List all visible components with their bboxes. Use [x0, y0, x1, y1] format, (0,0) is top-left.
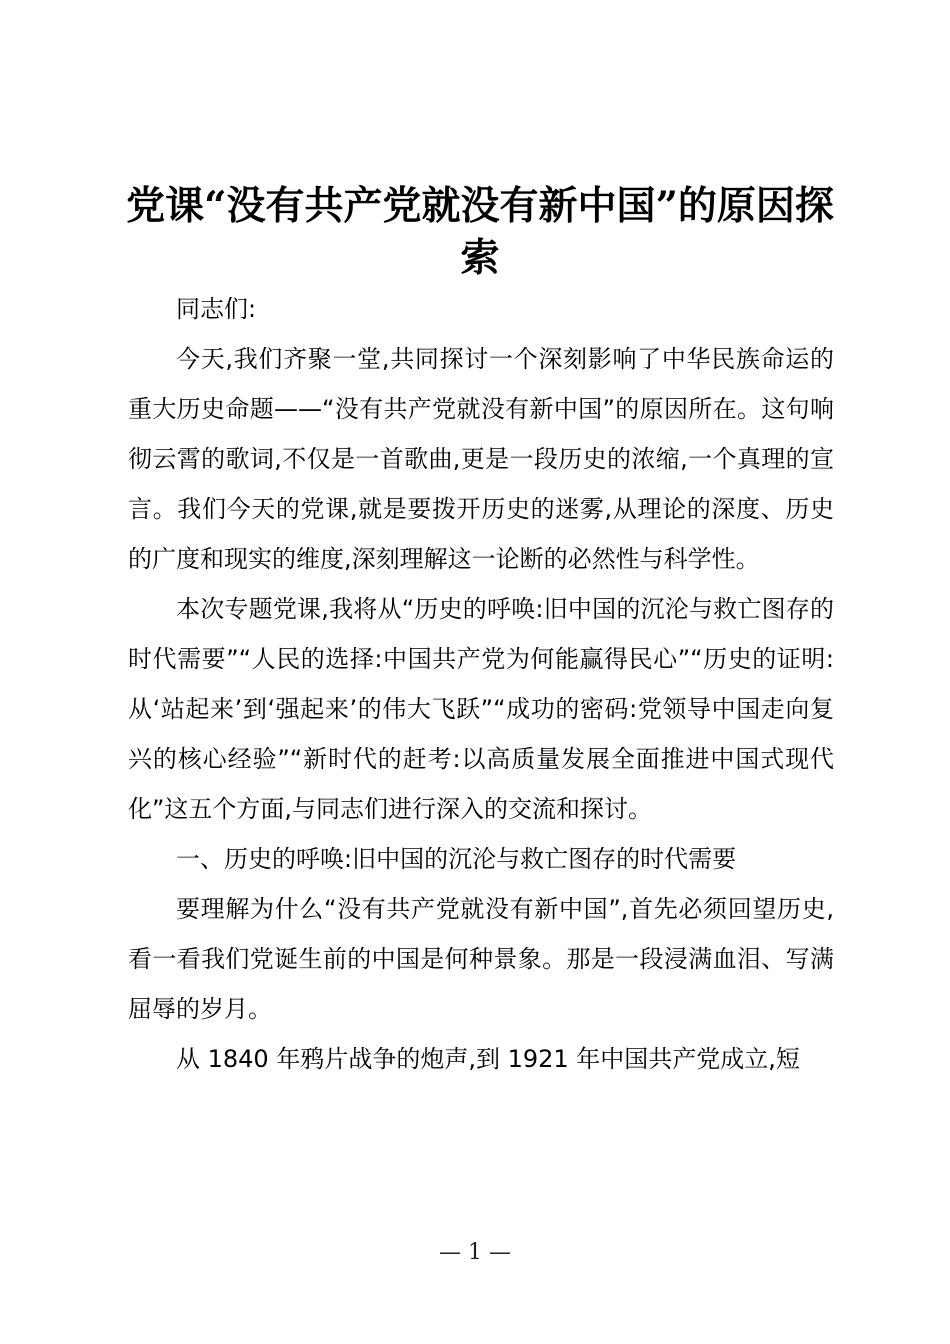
paragraph-history-continued: 从 1840 年鸦片战争的炮声,到 1921 年中国共产党成立,短 — [176, 1045, 800, 1073]
page-number: — 1 — — [439, 1240, 511, 1265]
salutation: 同志们: — [176, 295, 257, 323]
paragraph-intro: 今天,我们齐聚一堂,共同探讨一个深刻影响了中华民族命运的重大历史命题——“没有共产党就没有新中国”的原因所在。这句响彻云霄的歌词,不仅是一首歌曲,更是一段历史的浓缩,一个真理的宣言。我们今天的党课,就是要拨开历史的迷雾,从理论的深度、历史的广度和现实的维度,深刻理解这一论断的必然性与科学性。 — [128, 345, 834, 573]
document-title: 党课“没有共产党就没有新中国”的原因探索 — [126, 183, 834, 281]
paragraph-outline: 本次专题党课,我将从“历史的呼唤:旧中国的沉沦与救亡图存的时代需要”“人民的选择:中国共产党为何能赢得民心”“历史的证明:从‘站起来’到‘强起来’的伟大飞跃”“成功的密码:党领导中国走向复兴的核心经验”“新时代的赶考:以高质量发展全面推进中国式现代化”这五个方面,与同志们进行深入的交流和探讨。 — [128, 595, 834, 823]
document-body — [128, 284, 834, 1084]
section-heading-1: 一、历史的呼唤:旧中国的沉沦与救亡图存的时代需要 — [176, 845, 737, 873]
paragraph-history-review: 要理解为什么“没有共产党就没有新中国”,首先必须回望历史,看一看我们党诞生前的中国是何种景象。那是一段浸满血泪、写满屈辱的岁月。 — [128, 895, 834, 1023]
